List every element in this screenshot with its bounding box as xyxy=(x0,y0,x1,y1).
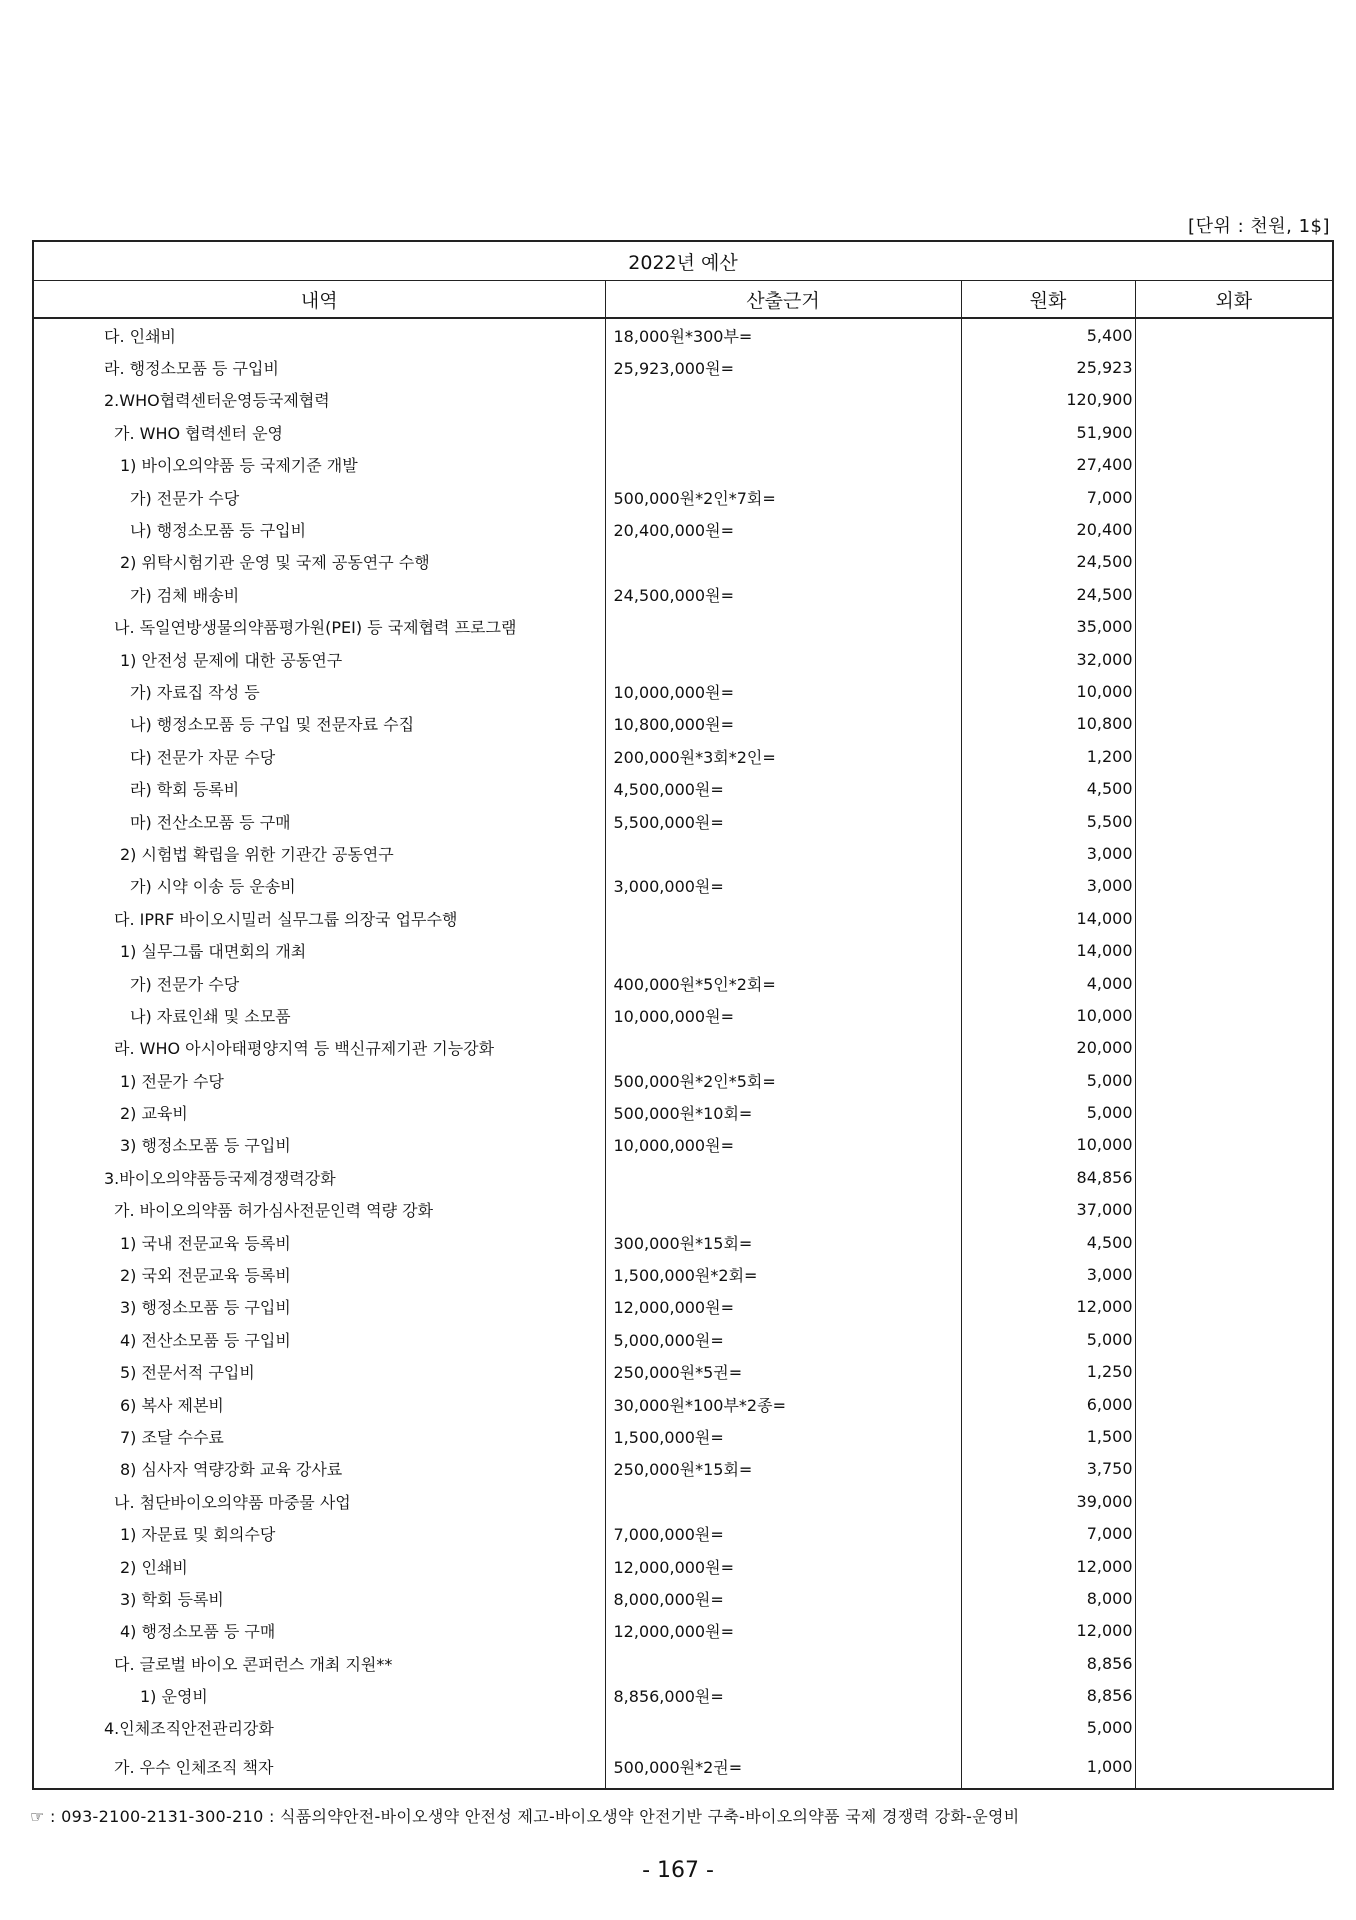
row-krw: 8,856 xyxy=(961,1647,1135,1679)
row-item: 다. 인쇄비 xyxy=(33,318,605,351)
row-item: 가) 시약 이송 등 운송비 xyxy=(33,870,605,902)
row-fx xyxy=(1135,837,1333,869)
row-basis xyxy=(605,449,961,481)
row-krw: 3,000 xyxy=(961,1258,1135,1290)
row-fx xyxy=(1135,546,1333,578)
row-krw: 10,000 xyxy=(961,1129,1135,1161)
row-basis: 8,000,000원= xyxy=(605,1582,961,1614)
row-basis: 3,000,000원= xyxy=(605,870,961,902)
table-row xyxy=(33,1323,1333,1355)
table-row xyxy=(33,1453,1333,1485)
row-item: 가) 전문가 수당 xyxy=(33,967,605,999)
row-krw: 12,000 xyxy=(961,1615,1135,1647)
row-basis xyxy=(605,1161,961,1193)
table-row xyxy=(33,1485,1333,1517)
row-krw: 84,856 xyxy=(961,1161,1135,1193)
row-basis xyxy=(605,902,961,934)
header-krw: 원화 xyxy=(961,281,1135,319)
row-fx xyxy=(1135,1453,1333,1485)
row-krw: 20,400 xyxy=(961,513,1135,545)
row-item: 나) 자료인쇄 및 소모품 xyxy=(33,999,605,1031)
row-item: 라. 행정소모품 등 구입비 xyxy=(33,351,605,383)
row-fx xyxy=(1135,870,1333,902)
row-basis xyxy=(605,611,961,643)
table-row xyxy=(33,999,1333,1031)
table-row xyxy=(33,772,1333,804)
row-item: 나) 행정소모품 등 구입 및 전문자료 수집 xyxy=(33,708,605,740)
table-row xyxy=(33,1291,1333,1323)
row-basis: 8,856,000원= xyxy=(605,1679,961,1711)
table-row xyxy=(33,1420,1333,1452)
row-krw: 4,500 xyxy=(961,772,1135,804)
row-basis xyxy=(605,384,961,416)
row-basis: 10,000,000원= xyxy=(605,675,961,707)
row-krw: 20,000 xyxy=(961,1032,1135,1064)
row-item: 2) 위탁시험기관 운영 및 국제 공동연구 수행 xyxy=(33,546,605,578)
table-row xyxy=(33,1647,1333,1679)
row-item: 4.인체조직안전관리강화 xyxy=(33,1712,605,1744)
row-fx xyxy=(1135,384,1333,416)
row-krw: 7,000 xyxy=(961,1517,1135,1549)
row-fx xyxy=(1135,1096,1333,1128)
row-krw: 8,000 xyxy=(961,1582,1135,1614)
row-krw: 32,000 xyxy=(961,643,1135,675)
row-krw: 5,500 xyxy=(961,805,1135,837)
table-row xyxy=(33,481,1333,513)
row-fx xyxy=(1135,999,1333,1031)
row-basis: 300,000원*15회= xyxy=(605,1226,961,1258)
table-row xyxy=(33,740,1333,772)
table-row xyxy=(33,643,1333,675)
table-row xyxy=(33,934,1333,966)
table-row xyxy=(33,1356,1333,1388)
table-row xyxy=(33,1096,1333,1128)
row-item: 가) 전문가 수당 xyxy=(33,481,605,513)
table-row xyxy=(33,578,1333,610)
table-row xyxy=(33,1194,1333,1226)
page-number: - 167 - xyxy=(642,1858,714,1883)
table-row xyxy=(33,902,1333,934)
row-fx xyxy=(1135,1064,1333,1096)
row-item: 마) 전산소모품 등 구매 xyxy=(33,805,605,837)
row-krw: 5,000 xyxy=(961,1096,1135,1128)
row-fx xyxy=(1135,318,1333,351)
table-row xyxy=(33,837,1333,869)
row-krw: 6,000 xyxy=(961,1388,1135,1420)
row-krw: 4,000 xyxy=(961,967,1135,999)
row-krw: 1,250 xyxy=(961,1356,1135,1388)
row-krw: 12,000 xyxy=(961,1291,1135,1323)
table-row xyxy=(33,967,1333,999)
row-krw: 1,500 xyxy=(961,1420,1135,1452)
row-krw: 12,000 xyxy=(961,1550,1135,1582)
row-basis: 30,000원*100부*2종= xyxy=(605,1388,961,1420)
row-krw: 5,400 xyxy=(961,318,1135,351)
row-basis xyxy=(605,1485,961,1517)
row-item: 2) 국외 전문교육 등록비 xyxy=(33,1258,605,1290)
row-fx xyxy=(1135,1485,1333,1517)
row-fx xyxy=(1135,708,1333,740)
table-row xyxy=(33,1388,1333,1420)
row-item: 4) 전산소모품 등 구입비 xyxy=(33,1323,605,1355)
row-krw: 3,000 xyxy=(961,870,1135,902)
row-basis: 250,000원*5권= xyxy=(605,1356,961,1388)
row-item: 6) 복사 제본비 xyxy=(33,1388,605,1420)
budget-table xyxy=(32,240,1334,1790)
row-fx xyxy=(1135,1356,1333,1388)
row-fx xyxy=(1135,1226,1333,1258)
row-item: 나. 첨단바이오의약품 마중물 사업 xyxy=(33,1485,605,1517)
row-fx xyxy=(1135,643,1333,675)
row-item: 1) 안전성 문제에 대한 공동연구 xyxy=(33,643,605,675)
row-fx xyxy=(1135,1323,1333,1355)
row-item: 다) 전문가 자문 수당 xyxy=(33,740,605,772)
row-fx xyxy=(1135,1679,1333,1711)
row-fx xyxy=(1135,1420,1333,1452)
table-row xyxy=(33,1258,1333,1290)
row-basis xyxy=(605,416,961,448)
row-item: 라. WHO 아시아태평양지역 등 백신규제기관 기능강화 xyxy=(33,1032,605,1064)
row-fx xyxy=(1135,1258,1333,1290)
row-fx xyxy=(1135,934,1333,966)
table-row xyxy=(33,675,1333,707)
header-item: 내역 xyxy=(33,281,605,319)
row-basis xyxy=(605,1647,961,1679)
row-item: 1) 운영비 xyxy=(33,1679,605,1711)
row-basis: 10,000,000원= xyxy=(605,999,961,1031)
table-row xyxy=(33,449,1333,481)
table-row xyxy=(33,805,1333,837)
table-row xyxy=(33,384,1333,416)
row-krw: 5,000 xyxy=(961,1712,1135,1744)
row-fx xyxy=(1135,449,1333,481)
row-basis: 1,500,000원= xyxy=(605,1420,961,1452)
row-krw: 10,000 xyxy=(961,675,1135,707)
row-fx xyxy=(1135,1615,1333,1647)
table-body xyxy=(33,318,1333,1789)
table-row xyxy=(33,416,1333,448)
header-basis: 산출근거 xyxy=(605,281,961,319)
row-item: 7) 조달 수수료 xyxy=(33,1420,605,1452)
row-basis xyxy=(605,934,961,966)
table-row xyxy=(33,1615,1333,1647)
table-row xyxy=(33,546,1333,578)
table-row xyxy=(33,1161,1333,1193)
row-krw: 120,900 xyxy=(961,384,1135,416)
row-item: 3) 행정소모품 등 구입비 xyxy=(33,1291,605,1323)
unit-note: [단위 : 천원, 1$] xyxy=(1188,216,1330,237)
row-fx xyxy=(1135,902,1333,934)
row-basis: 500,000원*2권= xyxy=(605,1744,961,1789)
row-fx xyxy=(1135,740,1333,772)
table-row xyxy=(33,1226,1333,1258)
row-item: 3) 학회 등록비 xyxy=(33,1582,605,1614)
row-krw: 5,000 xyxy=(961,1064,1135,1096)
row-fx xyxy=(1135,481,1333,513)
row-basis: 12,000,000원= xyxy=(605,1615,961,1647)
row-krw: 51,900 xyxy=(961,416,1135,448)
row-basis: 20,400,000원= xyxy=(605,513,961,545)
row-basis: 24,500,000원= xyxy=(605,578,961,610)
row-krw: 7,000 xyxy=(961,481,1135,513)
row-krw: 10,800 xyxy=(961,708,1135,740)
row-item: 2) 인쇄비 xyxy=(33,1550,605,1582)
row-fx xyxy=(1135,1291,1333,1323)
row-krw: 39,000 xyxy=(961,1485,1135,1517)
row-item: 1) 바이오의약품 등 국제기준 개발 xyxy=(33,449,605,481)
row-fx xyxy=(1135,513,1333,545)
row-fx xyxy=(1135,1161,1333,1193)
table-row xyxy=(33,1517,1333,1549)
row-basis: 7,000,000원= xyxy=(605,1517,961,1549)
row-basis xyxy=(605,643,961,675)
table-row xyxy=(33,513,1333,545)
table-row xyxy=(33,611,1333,643)
table-row xyxy=(33,1744,1333,1789)
row-basis: 18,000원*300부= xyxy=(605,318,961,351)
row-krw: 14,000 xyxy=(961,902,1135,934)
table-row xyxy=(33,1550,1333,1582)
row-fx xyxy=(1135,805,1333,837)
table-row xyxy=(33,1064,1333,1096)
row-krw: 8,856 xyxy=(961,1679,1135,1711)
row-basis: 12,000,000원= xyxy=(605,1550,961,1582)
row-basis xyxy=(605,546,961,578)
row-basis: 500,000원*2인*7회= xyxy=(605,481,961,513)
table-row xyxy=(33,318,1333,351)
row-basis: 200,000원*3회*2인= xyxy=(605,740,961,772)
row-krw: 37,000 xyxy=(961,1194,1135,1226)
header-fx: 외화 xyxy=(1135,281,1333,319)
table-row xyxy=(33,1032,1333,1064)
row-basis: 500,000원*2인*5회= xyxy=(605,1064,961,1096)
row-fx xyxy=(1135,967,1333,999)
row-fx xyxy=(1135,1032,1333,1064)
row-krw: 1,000 xyxy=(961,1744,1135,1789)
table-row xyxy=(33,1129,1333,1161)
row-krw: 25,923 xyxy=(961,351,1135,383)
row-fx xyxy=(1135,1194,1333,1226)
row-fx xyxy=(1135,578,1333,610)
row-item: 1) 국내 전문교육 등록비 xyxy=(33,1226,605,1258)
row-item: 가) 자료집 작성 등 xyxy=(33,675,605,707)
row-fx xyxy=(1135,1647,1333,1679)
row-item: 가) 검체 배송비 xyxy=(33,578,605,610)
row-krw: 3,000 xyxy=(961,837,1135,869)
footnote: ☞ : 093-2100-2131-300-210 : 식품의약안전-바이오생약 안전성 제고-바이오생약 안전기반 구축-바이오의약품 국제 경쟁력 강화-운영비 xyxy=(30,1807,1020,1826)
row-item: 8) 심사자 역량강화 교육 강사료 xyxy=(33,1453,605,1485)
row-basis: 5,000,000원= xyxy=(605,1323,961,1355)
row-item: 3.바이오의약품등국제경쟁력강화 xyxy=(33,1161,605,1193)
row-fx xyxy=(1135,772,1333,804)
row-fx xyxy=(1135,1129,1333,1161)
row-fx xyxy=(1135,611,1333,643)
row-item: 5) 전문서적 구입비 xyxy=(33,1356,605,1388)
table-row xyxy=(33,351,1333,383)
row-krw: 14,000 xyxy=(961,934,1135,966)
row-item: 다. IPRF 바이오시밀러 실무그룹 의장국 업무수행 xyxy=(33,902,605,934)
row-item: 3) 행정소모품 등 구입비 xyxy=(33,1129,605,1161)
row-fx xyxy=(1135,1388,1333,1420)
row-item: 가. 바이오의약품 허가심사전문인력 역량 강화 xyxy=(33,1194,605,1226)
row-basis xyxy=(605,1032,961,1064)
row-krw: 35,000 xyxy=(961,611,1135,643)
row-item: 2) 시험법 확립을 위한 기관간 공동연구 xyxy=(33,837,605,869)
row-item: 가. WHO 협력센터 운영 xyxy=(33,416,605,448)
row-fx xyxy=(1135,351,1333,383)
row-fx xyxy=(1135,675,1333,707)
table-row xyxy=(33,1582,1333,1614)
row-krw: 10,000 xyxy=(961,999,1135,1031)
row-basis: 5,500,000원= xyxy=(605,805,961,837)
row-basis xyxy=(605,837,961,869)
row-basis: 25,923,000원= xyxy=(605,351,961,383)
row-basis: 12,000,000원= xyxy=(605,1291,961,1323)
row-item: 라) 학회 등록비 xyxy=(33,772,605,804)
row-basis: 10,000,000원= xyxy=(605,1129,961,1161)
row-fx xyxy=(1135,1744,1333,1789)
row-krw: 5,000 xyxy=(961,1323,1135,1355)
row-fx xyxy=(1135,1517,1333,1549)
row-item: 나. 독일연방생물의약품평가원(PEI) 등 국제협력 프로그램 xyxy=(33,611,605,643)
row-krw: 24,500 xyxy=(961,546,1135,578)
row-krw: 24,500 xyxy=(961,578,1135,610)
row-basis: 4,500,000원= xyxy=(605,772,961,804)
row-item: 2.WHO협력센터운영등국제협력 xyxy=(33,384,605,416)
row-basis: 1,500,000원*2회= xyxy=(605,1258,961,1290)
row-item: 1) 전문가 수당 xyxy=(33,1064,605,1096)
row-krw: 4,500 xyxy=(961,1226,1135,1258)
row-item: 가. 우수 인체조직 책자 xyxy=(33,1744,605,1789)
row-fx xyxy=(1135,416,1333,448)
row-krw: 27,400 xyxy=(961,449,1135,481)
table-row xyxy=(33,870,1333,902)
row-basis: 500,000원*10회= xyxy=(605,1096,961,1128)
table-row xyxy=(33,1679,1333,1711)
row-item: 나) 행정소모품 등 구입비 xyxy=(33,513,605,545)
row-fx xyxy=(1135,1712,1333,1744)
row-fx xyxy=(1135,1550,1333,1582)
row-fx xyxy=(1135,1582,1333,1614)
table-title: 2022년 예산 xyxy=(33,241,1333,281)
row-basis: 400,000원*5인*2회= xyxy=(605,967,961,999)
row-krw: 3,750 xyxy=(961,1453,1135,1485)
row-item: 4) 행정소모품 등 구매 xyxy=(33,1615,605,1647)
row-item: 2) 교육비 xyxy=(33,1096,605,1128)
table-row xyxy=(33,1712,1333,1744)
row-krw: 1,200 xyxy=(961,740,1135,772)
row-basis xyxy=(605,1194,961,1226)
row-basis: 250,000원*15회= xyxy=(605,1453,961,1485)
row-item: 다. 글로벌 바이오 콘퍼런스 개최 지원** xyxy=(33,1647,605,1679)
row-item: 1) 자문료 및 회의수당 xyxy=(33,1517,605,1549)
row-basis xyxy=(605,1712,961,1744)
row-item: 1) 실무그룹 대면회의 개최 xyxy=(33,934,605,966)
table-row xyxy=(33,708,1333,740)
row-basis: 10,800,000원= xyxy=(605,708,961,740)
